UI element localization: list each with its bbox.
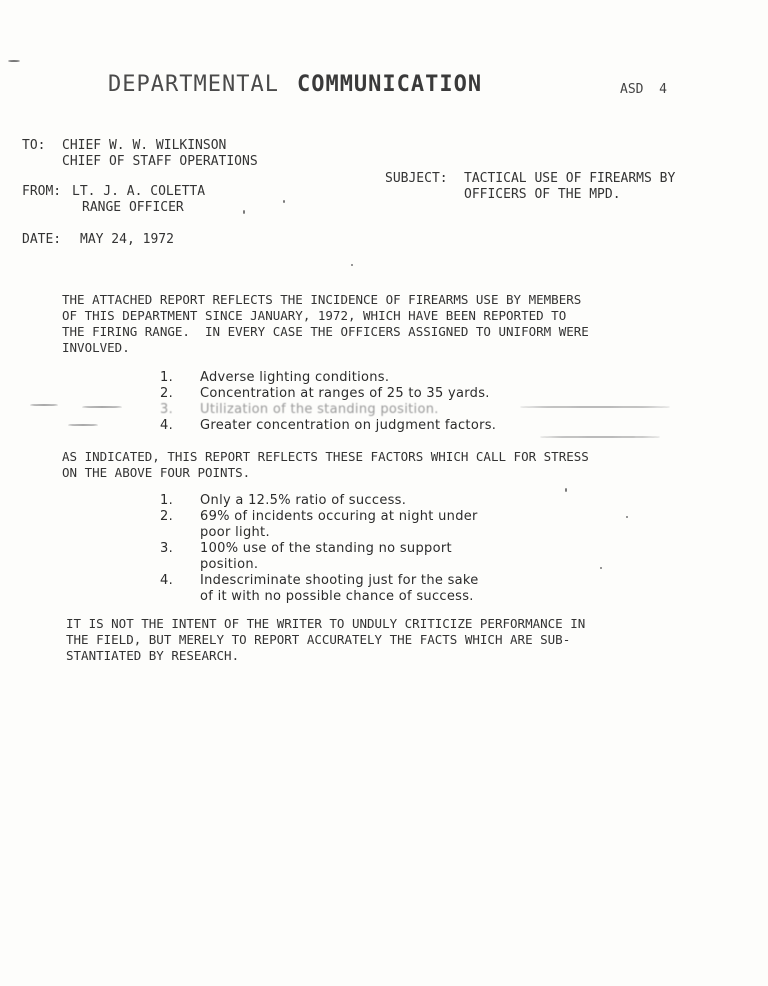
subject-line-1: TACTICAL USE OF FIREARMS BY [464, 171, 676, 186]
from-line-2: RANGE OFFICER [82, 200, 184, 215]
memo-title [108, 72, 482, 97]
from-line-1: LT. J. A. COLETTA [72, 184, 206, 199]
paragraph-line: THE FIRING RANGE. IN EVERY CASE THE OFFICERS ASSIGNED TO UNIFORM WERE [62, 324, 589, 339]
scan-speck [283, 200, 285, 203]
title-communication: COMMUNICATION [296, 72, 483, 97]
paragraph-line: OF THIS DEPARTMENT SINCE JANUARY, 1972, WHICH HAVE BEEN REPORTED TO [62, 308, 567, 323]
subject-line-2: OFFICERS OF THE MPD. [464, 187, 621, 202]
list-item-continuation: position. [200, 557, 259, 572]
scan-speck [351, 264, 353, 266]
paragraph-line: STANTIATED BY RESEARCH. [66, 648, 240, 663]
list-item-continuation: poor light. [200, 525, 270, 540]
list-item: 1. Adverse lighting conditions. [160, 370, 390, 385]
scan-speck [30, 404, 58, 406]
paragraph-line: ON THE ABOVE FOUR POINTS. [62, 465, 251, 480]
list-item: 4. Indescriminate shooting just for the sake [160, 573, 479, 588]
to-line-2: CHIEF OF STAFF OPERATIONS [62, 154, 258, 169]
paragraph-line: THE ATTACHED REPORT REFLECTS THE INCIDENCE OF FIREARMS USE BY MEMBERS [62, 292, 582, 307]
list-item: 3. Utilization of the standing position. [160, 402, 439, 417]
list-item: 3. 100% use of the standing no support [160, 541, 452, 556]
date-value: MAY 24, 1972 [80, 232, 174, 247]
list-item-continuation: of it with no possible chance of success. [200, 589, 474, 604]
scan-speck [243, 210, 245, 214]
scan-speck [600, 567, 602, 569]
scan-speck [520, 406, 670, 408]
paragraph-line: THE FIELD, BUT MERELY TO REPORT ACCURATELY THE FACTS WHICH ARE SUB- [66, 632, 571, 647]
list-item: 2. Concentration at ranges of 25 to 35 yards. [160, 386, 490, 401]
subject-label: SUBJECT: [385, 171, 448, 186]
title-departmental: DEPARTMENTAL [108, 72, 279, 97]
scan-speck [540, 436, 660, 438]
scan-speck [82, 406, 122, 408]
date-label: DATE: [22, 232, 62, 247]
list-item: 2. 69% of incidents occuring at night under [160, 509, 478, 524]
list-item: 4. Greater concentration on judgment factors. [160, 418, 497, 433]
to-line-1: CHIEF W. W. WILKINSON [62, 138, 227, 153]
from-label: FROM: [22, 184, 62, 199]
scan-speck [8, 60, 20, 62]
paragraph-line: AS INDICATED, THIS REPORT REFLECTS THESE FACTORS WHICH CALL FOR STRESS [62, 449, 589, 464]
to-label: TO: [22, 138, 46, 153]
paragraph-line: IT IS NOT THE INTENT OF THE WRITER TO UNDULY CRITICIZE PERFORMANCE IN [66, 616, 586, 631]
document-code: ASD 4 [620, 82, 667, 97]
scan-speck [565, 488, 567, 492]
scan-speck [626, 516, 628, 518]
scan-speck [68, 424, 98, 426]
list-item: 1. Only a 12.5% ratio of success. [160, 493, 407, 508]
paragraph-line: INVOLVED. [62, 340, 130, 355]
